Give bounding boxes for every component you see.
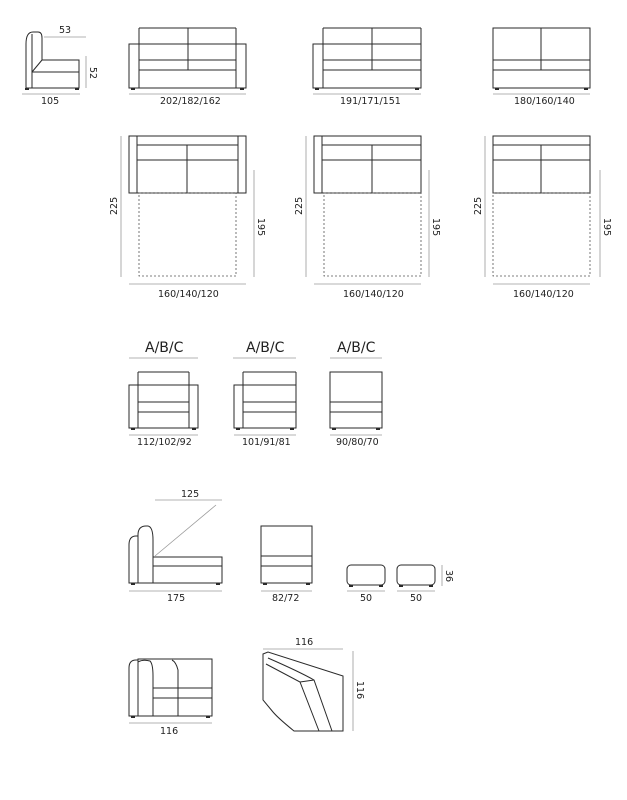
dim-module-width: 82/72 [272,593,300,604]
armchair-one-arm-front-view [234,372,296,430]
dim-chaise-width: 175 [167,593,186,604]
dim-pouf-height: 36 [443,570,454,583]
seat-module-front-view [261,526,312,585]
dim-bed-a-width: 160/140/120 [158,289,219,300]
corner-sofa-top-view [263,652,343,731]
sofa-bed-two-arms-top-view [129,136,246,276]
dim-corner-width: 116 [160,726,179,737]
dim-bed-c-width: 160/140/120 [513,289,574,300]
sofa-no-arms-front-view [493,28,590,90]
dim-chair-a-width: 112/102/92 [137,437,192,448]
dim-bed-c-depth: 225 [473,196,484,215]
dim-sofa-one-arm: 191/171/151 [340,96,401,107]
sofa-one-arm-front-view [313,28,421,90]
dim-pouf-b-width: 50 [410,593,423,604]
dim-seat-height: 52 [87,67,98,80]
dim-sofa-two-arms: 202/182/162 [160,96,221,107]
armchair-no-arms-front-view [330,372,382,430]
dim-bed-a-mattress-length: 195 [255,218,266,237]
dim-chair-c-width: 90/80/70 [336,437,379,448]
armless-seat-side-view [25,32,79,90]
dim-chair-b-width: 101/91/81 [242,437,291,448]
sofa-bed-no-arms-top-view [493,136,590,276]
dim-bed-a-depth: 225 [109,196,120,215]
dim-line-chaise-recline [155,505,216,556]
dim-chaise-length: 125 [181,489,200,500]
dim-sofa-no-arms: 180/160/140 [514,96,575,107]
dim-bed-b-depth: 225 [294,196,305,215]
pouf-b-front-view [397,565,435,587]
dim-seat-depth: 53 [59,25,72,36]
armchair-two-arms-front-view [129,372,198,430]
dim-seat-width: 105 [41,96,60,107]
dim-bed-b-width: 160/140/120 [343,289,404,300]
chaise-longue-side-view [129,526,222,585]
dim-pouf-a-width: 50 [360,593,373,604]
variant-label-chair-c: A/B/C [337,340,376,356]
corner-sofa-side-view [129,659,212,718]
variant-label-chair-a: A/B/C [145,340,184,356]
dim-corner-top-width: 116 [295,637,314,648]
sofa-two-arms-front-view [129,28,246,90]
variant-label-chair-b: A/B/C [246,340,285,356]
dim-bed-c-mattress-length: 195 [601,218,612,237]
pouf-a-front-view [347,565,385,587]
dim-corner-side-depth: 116 [354,681,365,700]
dim-bed-b-mattress-length: 195 [430,218,441,237]
sofa-bed-one-arm-top-view [314,136,421,276]
